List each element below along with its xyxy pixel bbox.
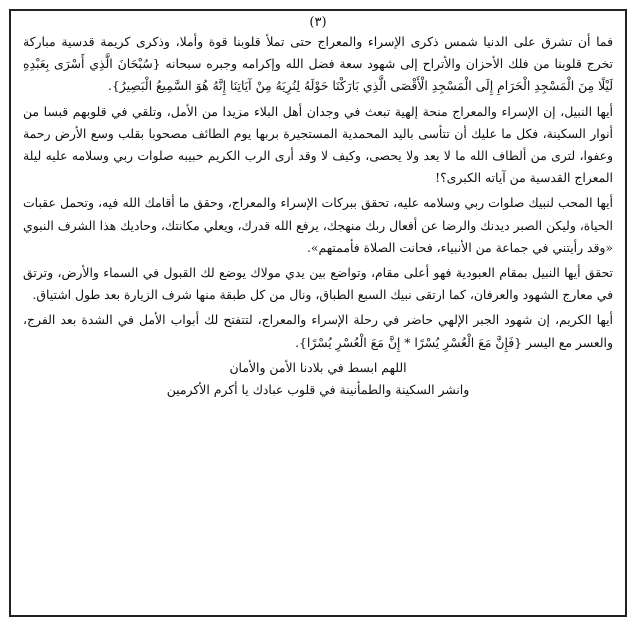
- paragraph-5: أيها الكريم، إن شهود الجبر الإلهي حاضر في رحلة الإسراء والمعراج، لتتفتح لك أبواب الأمل في الشدة بعد الفرج، والعسر مع اليسر {فَإِنَّ مَعَ الْعُسْرِ يُسْرًا * إِنَّ مَعَ الْعُسْرِ يُسْرًا}.: [23, 312, 613, 350]
- closing-line-1: اللهم ابسط في بلادنا الأمن والأمان: [229, 359, 407, 375]
- closing-line-2: وانشر السكينة والطمأنينة في قلوب عبادك يا أكرم الأكرمين: [166, 381, 470, 397]
- paragraph-2: أيها النبيل، إن الإسراء والمعراج منحة إلهية تبعث في وجدان أهل البلاء مزيدا من الأمل، وتلقي في قلوبهم قبسا من أنوار السكينة، فكل ما عليك أن تتأسى باليد المحمدية المستجيرة بربها يوم الطائف مصحوبا بقلب وسع الأرض رحمة وعفوا، لترى من ألطاف الله ما لا يعد ولا يحصى، وكيف لا وقد أرى الرب الكريم حبيبه صلوات ربي وسلامه عليه ليلة المعراج القدسية من آياته الكبرى؟!: [23, 103, 613, 186]
- paragraph-3: أيها المحب لنبيك صلوات ربي وسلامه عليه، تحقق ببركات الإسراء والمعراج، وحقق ما أقامك الله فيه، وتحمل عقبات الحياة، وليكن الصبر ديدنك والرضا عن أفعال ربك منهجك، يرفع الله قدرك، ويعلي مكانتك، وحاديك هذا الشرف النبوي «وقد رأيتني في جماعة من الأنبياء، فحانت الصلاة فأممتهم».: [23, 195, 613, 255]
- paragraph-1: فما أن تشرق على الدنيا شمس ذكرى الإسراء والمعراج حتى تملأ قلوبنا قوة وأملا، وذكرى كريمة قدسية مباركة تخرج قلوبنا من فلك الأحزان والأتراح إلى شهود سعة فضل الله وإكرامه وجبره سبحانه {سُبْحَانَ الَّذِي أَسْرَى بِعَبْدِهِ لَيْلًا مِنَ الْمَسْجِدِ الْحَرَامِ إِلَى الْمَسْجِدِ الْأَقْصَى الَّذِي بَارَكْنَا حَوْلَهُ لِنُرِيَهُ مِنْ آيَاتِنَا إِنَّهُ هُوَ السَّمِيعُ الْبَصِيرُ}.: [23, 34, 613, 94]
- paragraph-4: تحقق أيها النبيل بمقام العبودية فهو أعلى مقام، وتواضع بين يدي مولاك يوضع لك القبول في السماء والأرض، وترتق في معارج الشهود والعرفان، كما ارتقى نبيك السبع الطباق، ونال من كل طبقة منها شرف الزيارة بعد طول اشتياق.: [23, 265, 613, 303]
- page-frame: [9, 9, 627, 617]
- page-number: (٣): [309, 15, 327, 30]
